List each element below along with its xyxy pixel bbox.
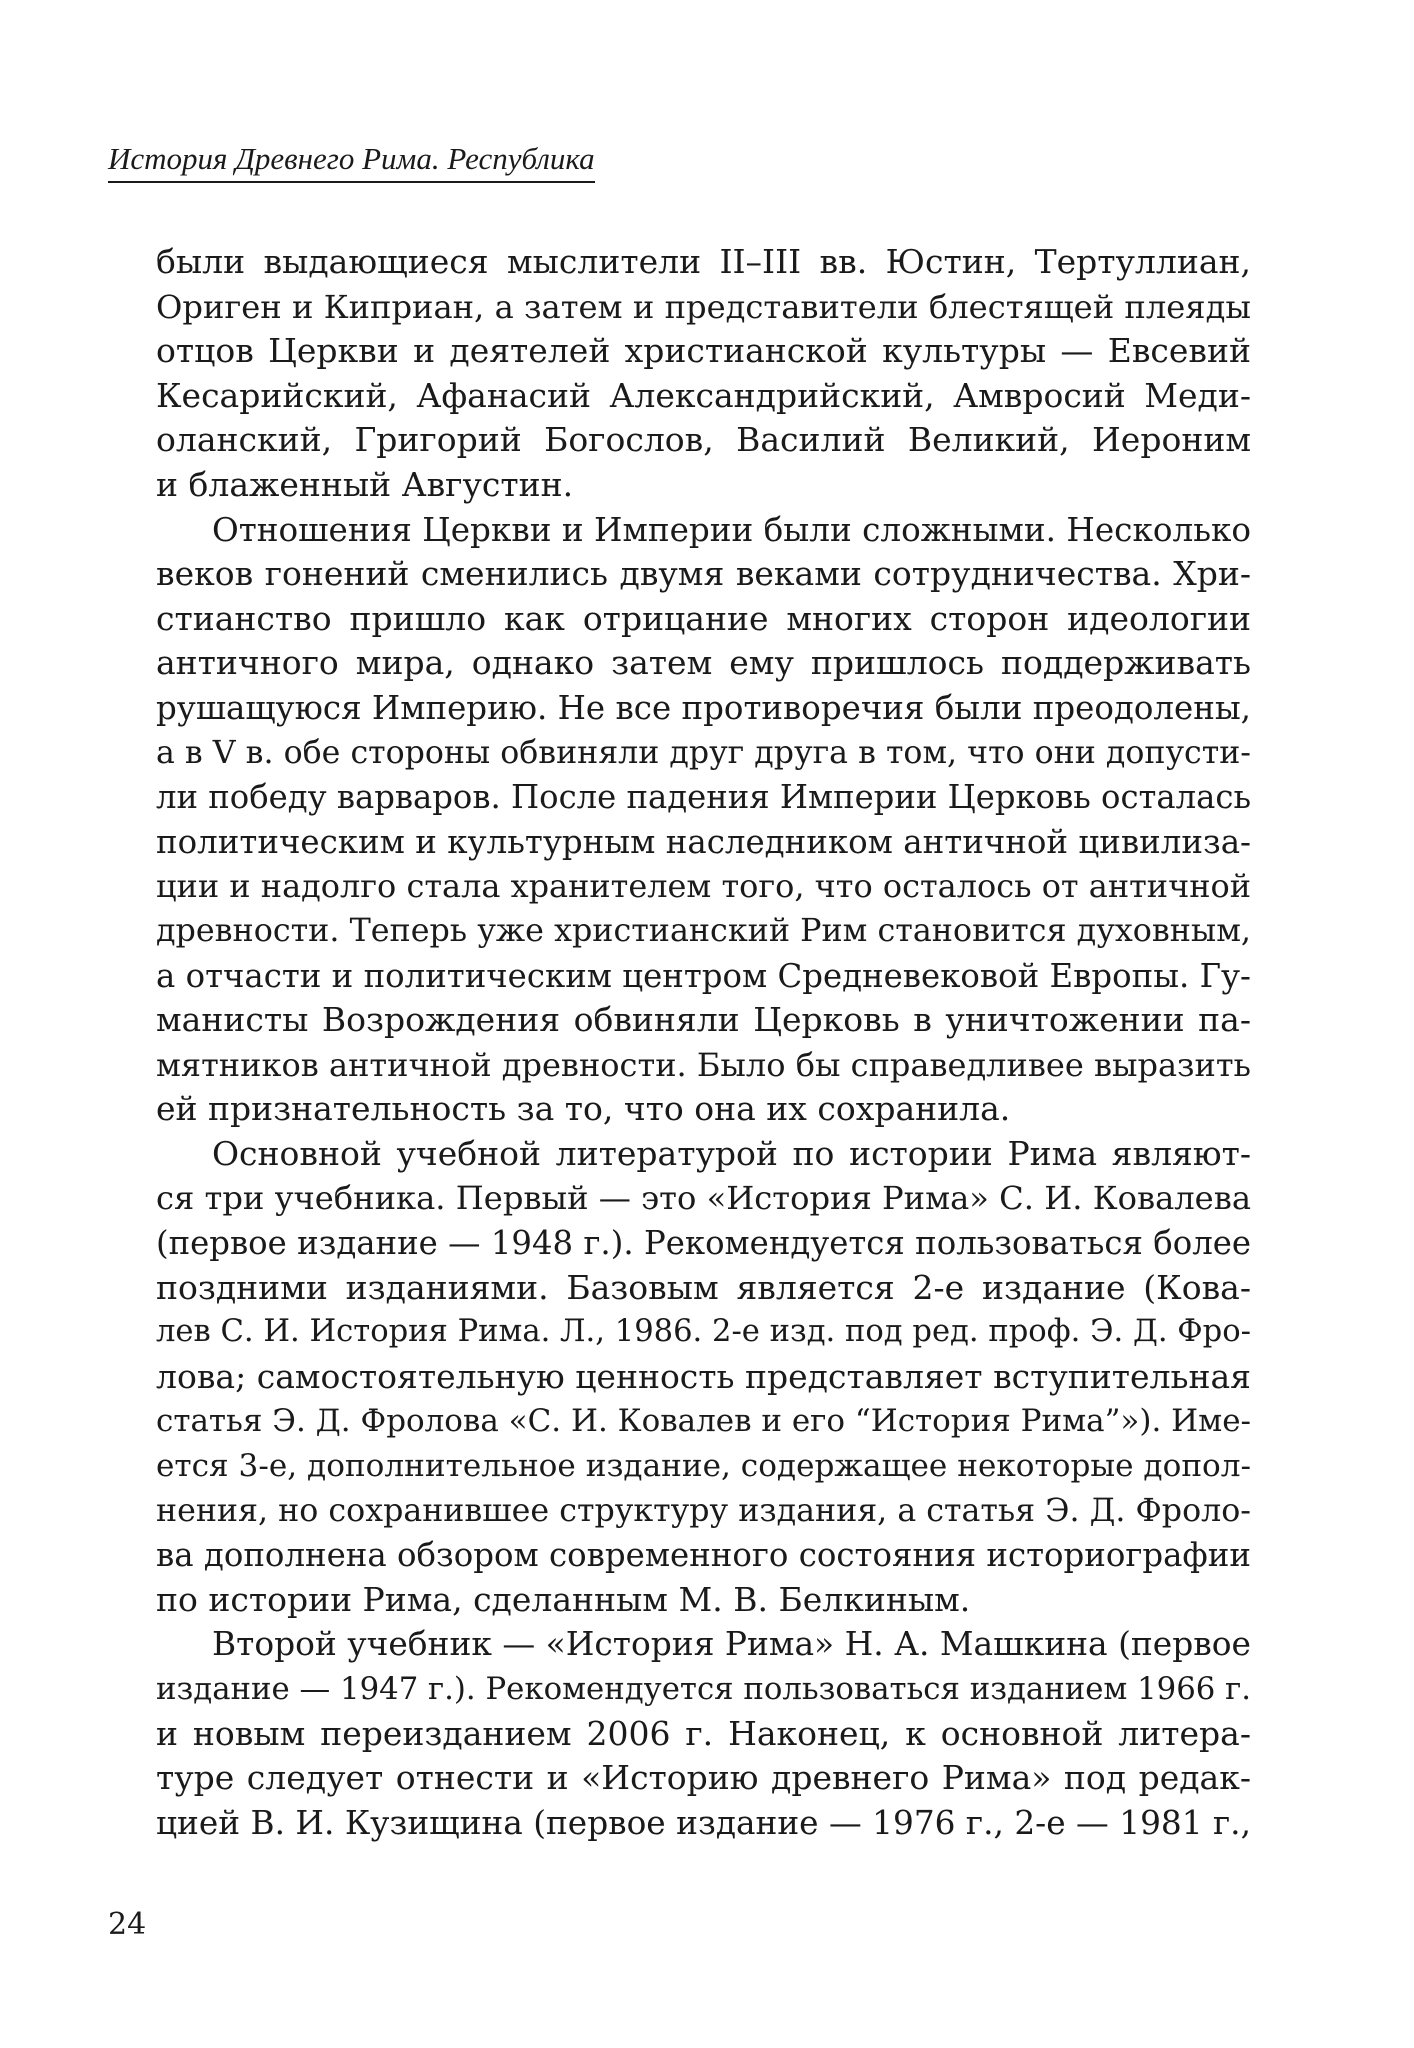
text-line: Кесарийский, Афанасий Александрийский, Амвросий Меди-: [156, 375, 1251, 415]
text-line: цией В. И. Кузищина (первое издание — 1976 г., 2-е — 1981 г.,: [156, 1803, 1251, 1842]
text-line: и блаженный Августин.: [156, 464, 574, 504]
text-line: лев С. И. История Рима. Л., 1986. 2-е изд. под ред. проф. Э. Д. Фро-: [156, 1314, 1251, 1350]
text-line: Второй учебник — «История Рима» Н. А. Машкина (первое: [212, 1624, 1252, 1664]
text-line: манисты Возрождения обвиняли Церковь в уничтожении па-: [156, 1000, 1251, 1040]
page-number: 24: [108, 1907, 147, 1942]
text-line: веков гонений сменились двумя веками сотрудничества. Хри-: [156, 554, 1251, 594]
text-line: ции и надолго стала хранителем того, что осталось от античной: [156, 867, 1251, 906]
text-line: статья Э. Д. Фролова «С. И. Ковалев и его “История Рима”»). Име-: [156, 1403, 1251, 1440]
text-line: ей признательность за то, что она их сохранила.: [156, 1089, 1011, 1129]
text-line: и новым переизданием 2006 г. Наконец, к основной литера-: [156, 1713, 1251, 1753]
text-line: были выдающиеся мыслители II–III вв. Юстин, Тертуллиан,: [156, 242, 1251, 281]
text-line: стианство пришло как отрицание многих сторон идеологии: [156, 598, 1251, 638]
text-line: ва дополнена обзором современного состояния историографии: [156, 1536, 1251, 1575]
text-line: ется 3-е, дополнительное издание, содержащее некоторые допол-: [156, 1448, 1252, 1485]
text-line: а отчасти и политическим центром Средневековой Европы. Гу-: [156, 956, 1251, 995]
text-line: Ориген и Киприан, а затем и представители блестящей плеяды: [156, 287, 1251, 326]
text-line: ся три учебника. Первый — это «История Рима» С. И. Ковалева: [156, 1179, 1251, 1218]
text-line: мятников античной древности. Было бы справедливее выразить: [156, 1045, 1251, 1084]
text-line: отцов Церкви и деятелей христианской культуры — Евсевий: [156, 331, 1251, 371]
text-line: политическим и культурным наследником античной цивилиза-: [156, 822, 1251, 861]
text-line: издание — 1947 г.). Рекомендуется пользоваться изданием 1966 г.: [156, 1671, 1252, 1707]
text-line: лова; самостоятельную ценность представляет вступительная: [156, 1356, 1251, 1396]
text-line: ли победу варваров. После падения Империи Церковь осталась: [156, 778, 1252, 817]
running-header: История Древнего Рима. Республика: [108, 140, 595, 183]
text-line: Основной учебной литературой по истории Рима являют-: [212, 1133, 1251, 1173]
text-line: (первое издание — 1948 г.). Рекомендуется пользоваться более: [156, 1224, 1251, 1263]
text-line: рушащуюся Империю. Не все противоречия были преодолены,: [156, 688, 1251, 727]
text-line: Отношения Церкви и Империи были сложными. Несколько: [212, 510, 1251, 549]
text-line: по истории Рима, сделанным М. В. Белкиным.: [156, 1579, 971, 1619]
text-line: поздними изданиями. Базовым является 2-е издание (Кова-: [156, 1267, 1251, 1307]
body-text: [156, 240, 1251, 1845]
text-line: туре следует отнести и «Историю древнего Рима» под редак-: [156, 1758, 1251, 1798]
text-line: нения, но сохранившее структуру издания, а статья Э. Д. Фроло-: [156, 1492, 1251, 1529]
text-line: античного мира, однако затем ему пришлось поддерживать: [156, 643, 1251, 683]
text-line: оланский, Григорий Богослов, Василий Великий, Иероним: [156, 420, 1251, 460]
text-line: а в V в. обе стороны обвиняли друг друга в том, что они допусти-: [156, 734, 1251, 771]
text-line: древности. Теперь уже христианский Рим становится духовным,: [156, 912, 1251, 949]
